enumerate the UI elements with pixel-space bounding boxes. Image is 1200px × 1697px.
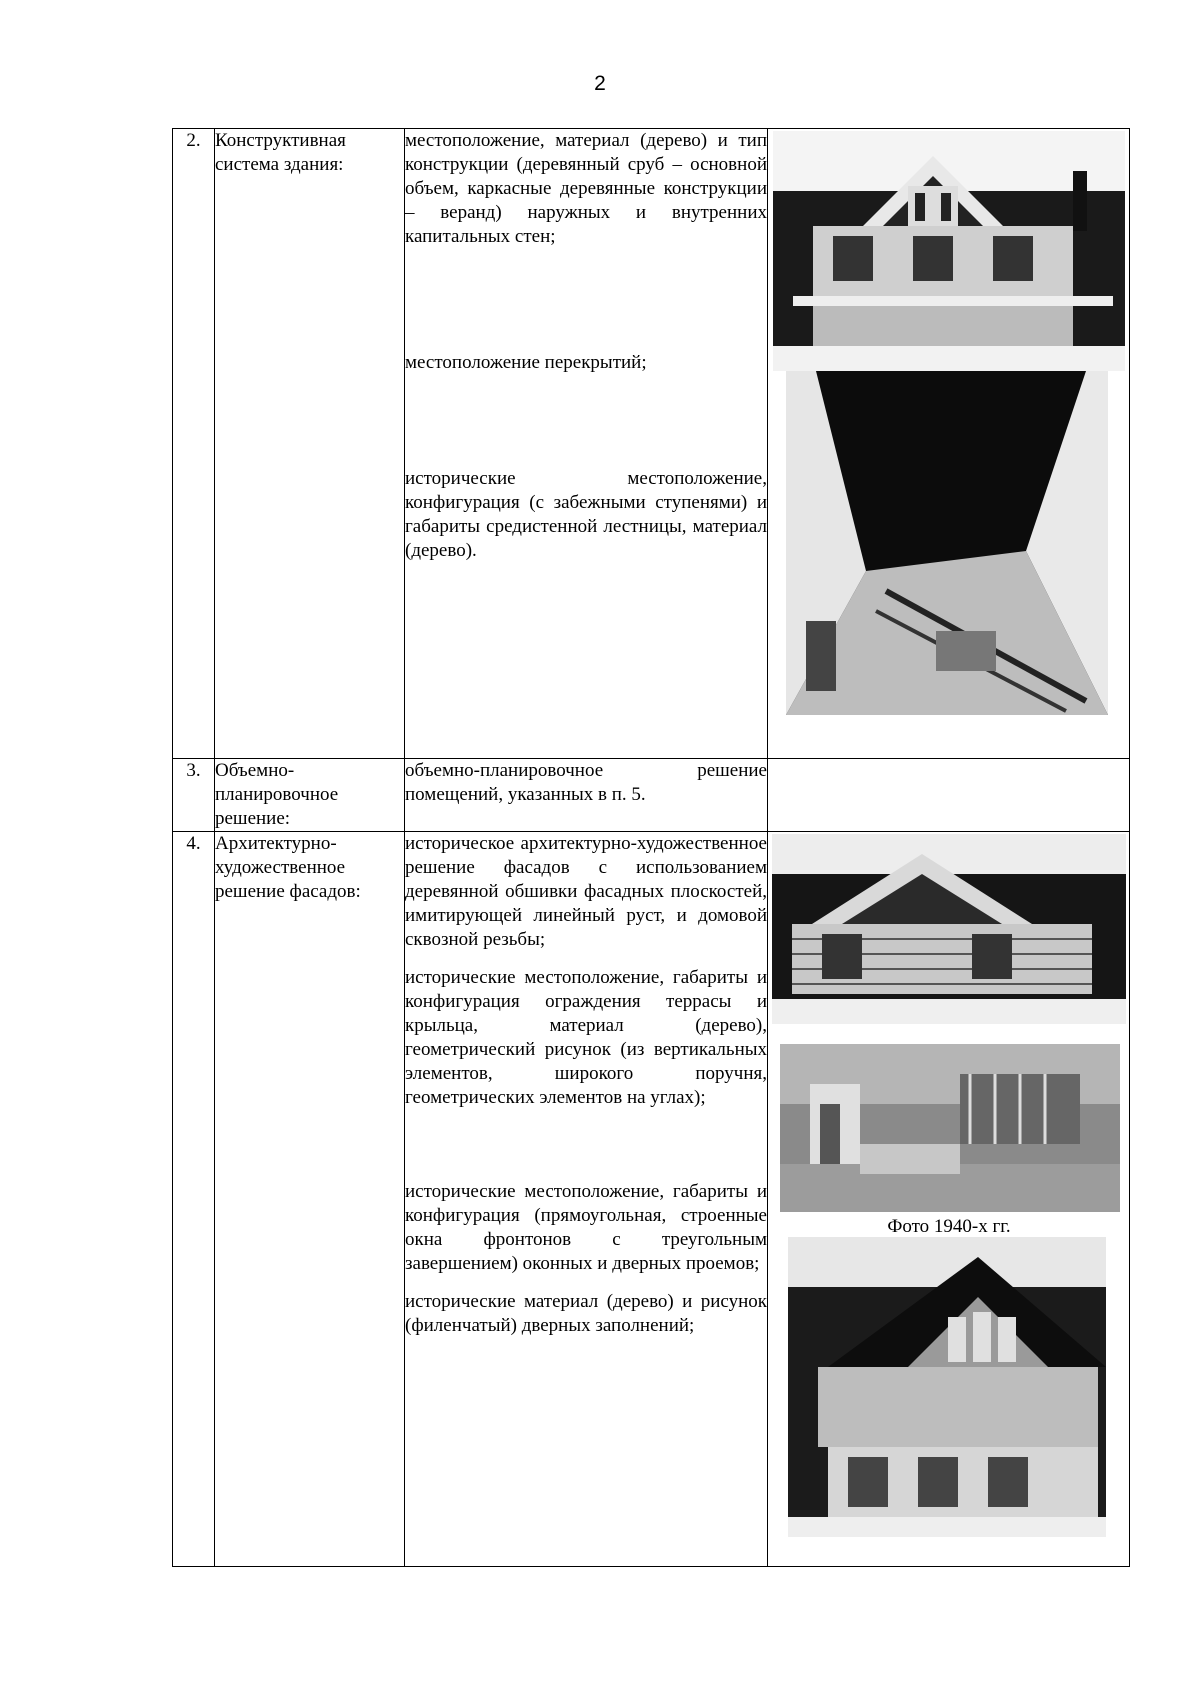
photo-cell [768, 832, 1130, 1567]
table-row [173, 832, 1130, 1567]
description-paragraph: исторические местоположение, конфигурация (с забежными ступенями) и габариты средистенной лестницы, материал (дерево). [405, 468, 767, 561]
description-paragraph: историческое архитектурно-художественное решение фасадов с использованием деревянной обшивки фасадных плоскостей, имитирующей линейный руст, и домовой сквозной резьбы; [405, 833, 767, 950]
row-number: 3. [173, 759, 215, 832]
description-paragraph: исторические местоположение, габариты и конфигурация (прямоугольная, строенные окна фронтонов с треугольным завершением) оконных и дверных проемов; [405, 1181, 767, 1274]
description-paragraph: местоположение, материал (дерево) и тип конструкции (деревянный сруб – основной объем, каркасные деревянные конструкции – веранд) наружных и внутренних капитальных стен; [405, 130, 767, 247]
row-label: Объемно-планировочное решение: [215, 759, 405, 832]
description-paragraph: исторические местоположение, габариты и конфигурация ограждения террасы и крыльца, материал (дерево), геометрический рисунок (из вертикальных элементов, широкого поручня, геометрических элементов на углах); [405, 967, 767, 1108]
row-number: 4. [173, 832, 215, 1567]
staircase-photo [786, 371, 1108, 715]
row-description [405, 759, 768, 832]
page-number: 2 [594, 72, 606, 95]
facade-cladding-photo [772, 834, 1126, 1024]
description-paragraph: местоположение перекрытий; [405, 352, 647, 373]
photo-cell-empty [768, 759, 1130, 832]
row-label: Архитектурно-художественное решение фасадов: [215, 832, 405, 1567]
table-row [173, 129, 1130, 759]
house-facade-photo [773, 131, 1125, 371]
description-paragraph: исторические материал (дерево) и рисунок (филенчатый) дверных заполнений; [405, 1291, 767, 1336]
row-number: 2. [173, 129, 215, 759]
row-label: Конструктивная система здания: [215, 129, 405, 759]
regulations-table [172, 128, 1130, 1567]
row-description [405, 832, 768, 1567]
row-description [405, 129, 768, 759]
description-paragraph: объемно-планировочное решение помещений, указанных в п. 5. [405, 760, 767, 805]
photo-cell [768, 129, 1130, 759]
table-row [173, 759, 1130, 832]
terrace-railing-photo [780, 1044, 1120, 1212]
photo-caption: Фото 1940-х гг. [887, 1216, 1011, 1237]
house-windows-photo [788, 1237, 1106, 1537]
